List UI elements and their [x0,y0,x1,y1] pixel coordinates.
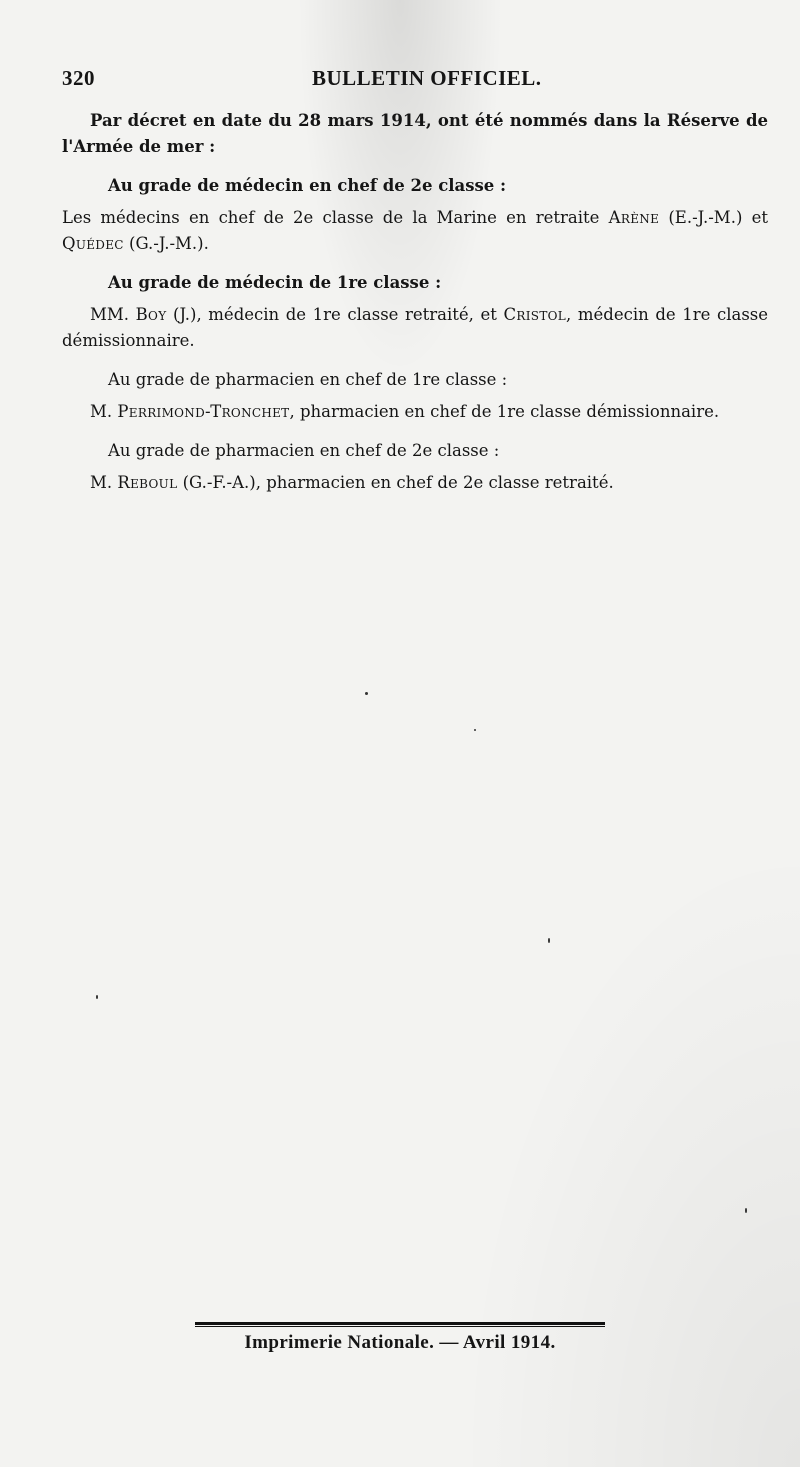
paper-speck [96,995,98,999]
person-name: Quédec [62,234,124,253]
section-heading-pharmacien-chef-1re: Au grade de pharmacien en chef de 1re classe : [108,370,508,389]
paper-speck [365,692,368,695]
paper-speck [474,729,476,731]
person-name: Arène [608,208,660,227]
section-text-pharmacien-chef-2e: M. Reboul (G.-F.-A.), pharmacien en chef de 2e classe retraité. [90,473,614,492]
document-body [62,108,768,496]
person-name: Boy [135,305,167,324]
paper-speck [745,1208,747,1213]
section-heading-pharmacien-chef-2e: Au grade de pharmacien en chef de 2e classe : [108,441,500,460]
running-title: BULLETIN OFFICIEL. [312,66,542,90]
decree-intro: Par décret en date du 28 mars 1914, ont été nommés dans la Réserve de l'Armée de mer : [62,111,768,156]
footer-rule [195,1322,605,1325]
person-name: Cristol [503,305,567,324]
page-header [62,66,768,96]
paper-speck [548,938,550,943]
section-text-medecin-1re: MM. Boy (J.), médecin de 1re classe retraité, et Cristol, médecin de 1re classe démissionnaire. [62,305,769,350]
person-name: Reboul [117,473,178,492]
section-heading-medecin-1re: Au grade de médecin de 1re classe : [108,273,442,292]
page-number: 320 [62,66,95,90]
section-text-pharmacien-chef-1re: M. Perrimond-Tronchet, pharmacien en chef de 1re classe démissionnaire. [90,402,720,421]
imprint-line: Imprimerie Nationale. — Avril 1914. [244,1332,556,1353]
section-text-medecin-chef-2e: Les médecins en chef de 2e classe de la Marine en retraite Arène (E.-J.-M.) et Quédec (G.-J.-M.). [62,208,768,253]
footer-rule-thin [195,1326,605,1327]
person-name: Perrimond-Tronchet [117,402,290,421]
section-heading-medecin-chef-2e: Au grade de médecin en chef de 2e classe : [108,176,507,195]
page-footer [195,1322,605,1354]
